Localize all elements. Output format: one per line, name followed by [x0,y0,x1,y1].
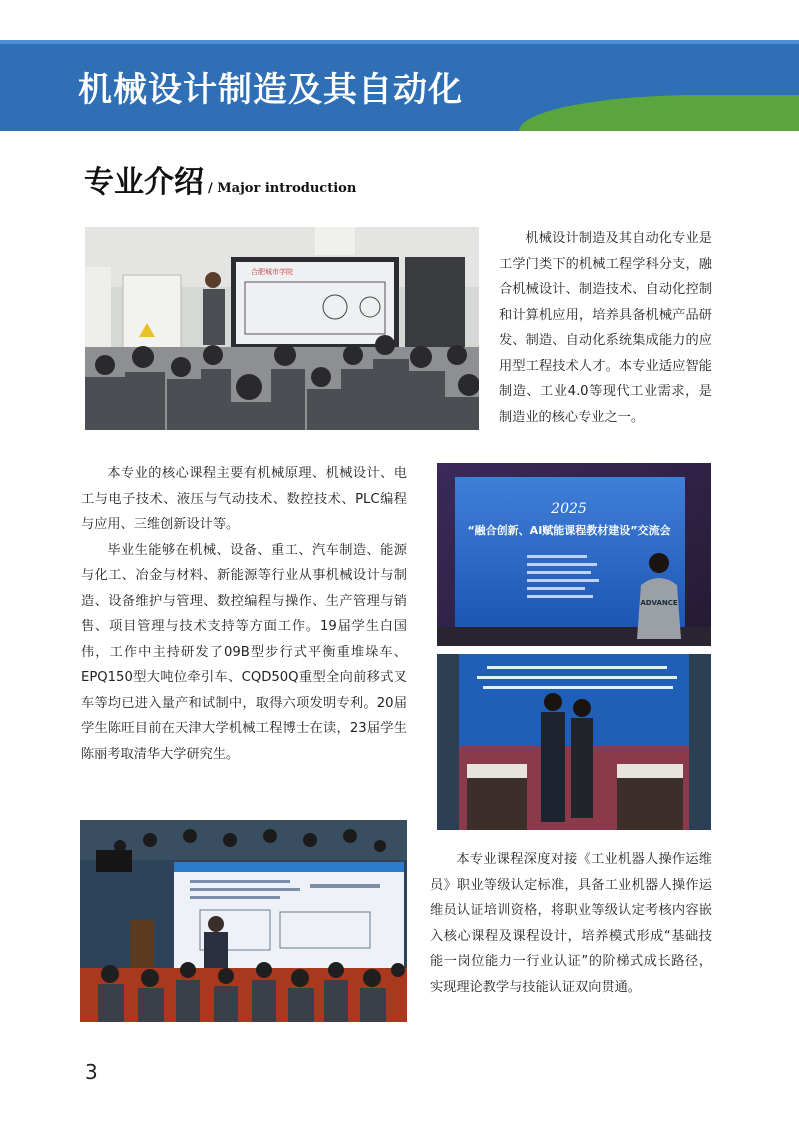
intro-paragraph [499,226,712,430]
photo-conference-speaker [437,463,711,646]
conference-year: 2025 [551,501,587,517]
conference-title: “融合创新、AI赋能课程教材建设”交流会 [467,524,671,537]
careers-text: 毕业生能够在机械、设备、重工、汽车制造、能源与化工、冶金与材料、新能源等行业从事机械设计与制造、设备维护与管理、数控编程与操作、生产管理与销售、项目管理与技术支持等方面工作。19届学生白国伟，工作中主持研发了09B型步行式平衡重堆垛车、EPQ150型大吨位牵引车、CQD50Q重型全向前移式叉车等均已进入量产和试制中，取得六项发明专利。20届学生陈旺目前在天津大学机械工程博士在读，23届学生陈丽考取清华大学研究生。 [81,542,407,762]
hoodie-text: ADVANCE [640,599,678,607]
photo-classroom-lecture [85,227,479,430]
header-banner [0,40,799,131]
photo-meeting-hall [437,654,711,830]
page-number: 3 [85,1060,98,1084]
certification-paragraph [430,847,712,1000]
classroom-screen-text: 合肥城市学院 [251,268,293,276]
courses-careers-paragraphs [81,461,407,767]
section-title-en: / Major introduction [208,181,357,196]
section-heading [84,157,356,201]
section-title-zh: 专业介绍 [84,165,204,200]
courses-text: 本专业的核心课程主要有机械原理、机械设计、电工与电子技术、液压与气动技术、数控技术、PLC编程与应用、三维创新设计等。 [81,466,407,532]
certification-text: 本专业课程深度对接《工业机器人操作运维员》职业等级认定标准，具备工业机器人操作运维员认证培训资格，将职业等级认定考核内容嵌入核心课程及课程设计，培养模式形成“基础技能一岗位能力一行业认证”的阶梯式成长路径，实现理论教学与技能认证双向贯通。 [430,852,712,995]
banner-highlight [0,40,799,44]
banner-green-wave [519,95,799,131]
page-title: 机械设计制造及其自动化 [78,70,463,110]
intro-text: 机械设计制造及其自动化专业是工学门类下的机械工程学科分支，融合机械设计、制造技术、自动化控制和计算机应用，培养具备机械产品研发、制造、自动化系统集成能力的应用型工程技术人才。本专业适应智能制造、工业4.0等现代工业需求，是制造业的核心专业之一。 [499,231,712,425]
photo-lecture-hall [80,820,407,1022]
